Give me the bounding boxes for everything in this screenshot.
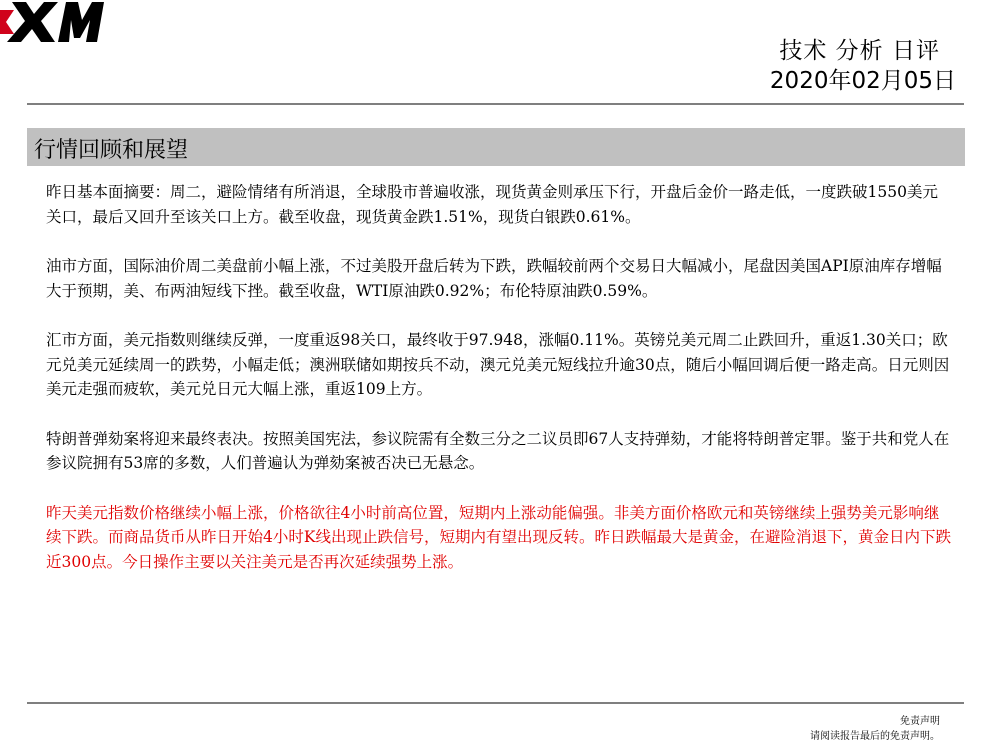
section-title: 行情回顾和展望 (34, 138, 189, 163)
report-body (46, 180, 951, 599)
report-type-title: 技术 分析 日评 (779, 38, 940, 64)
bottom-divider (27, 702, 964, 704)
xm-logo (0, 0, 104, 44)
paragraph-fx-market: 汇市方面，美元指数则继续反弹，一度重返98关口，最终收于97.948，涨幅0.11%。英镑兑美元周二止跌回升，重返1.30关口；欧元兑美元延续周一的跌势，小幅走低；澳洲联储如期按兵不动，澳元兑美元短线拉升逾30点，随后小幅回调后便一路走高。日元则因美元走强而疲软，美元兑日元大幅上涨，重返109上方。 (46, 331, 950, 398)
disclaimer-text: 请阅读报告最后的免责声明。 (810, 731, 940, 742)
top-divider (27, 103, 964, 105)
paragraph-technical-outlook: 昨天美元指数价格继续小幅上涨，价格欲往4小时前高位置，短期内上涨动能偏强。非美方面价格欧元和英镑继续上强势美元影响继续下跌。而商品货币从昨日开始4小时K线出现止跌信号，短期内有望出现反转。昨日跌幅最大是黄金，在避险消退下，黄金日内下跌近300点。今日操作主要以关注美元是否再次延续强势上涨。 (46, 503, 951, 571)
paragraph-impeachment: 特朗普弹劾案将迎来最终表决。按照美国宪法，参议院需有全数三分之二议员即67人支持弹劾，才能将特朗普定罪。鉴于共和党人在参议院拥有53席的多数，人们普遍认为弹劾案被否决已无悬念。 (46, 429, 950, 472)
paragraph-oil-market: 油市方面，国际油价周二美盘前小幅上涨，不过美股开盘后转为下跌，跌幅较前两个交易日大幅减小，尾盘因美国API原油库存增幅大于预期，美、布两油短线下挫。截至收盘，WTI原油跌0.92%；布伦特原油跌0.59%。 (46, 257, 942, 300)
paragraph-fundamentals: 昨日基本面摘要：周二，避险情绪有所消退，全球股市普遍收涨，现货黄金则承压下行，开盘后金价一路走低，一度跌破1550美元关口，最后又回升至该关口上方。截至收盘，现货黄金跌1.51%，现货白银跌0.61%。 (46, 183, 938, 226)
report-date: 2020年02月05日 (769, 68, 956, 94)
disclaimer-title: 免责声明 (900, 716, 940, 727)
